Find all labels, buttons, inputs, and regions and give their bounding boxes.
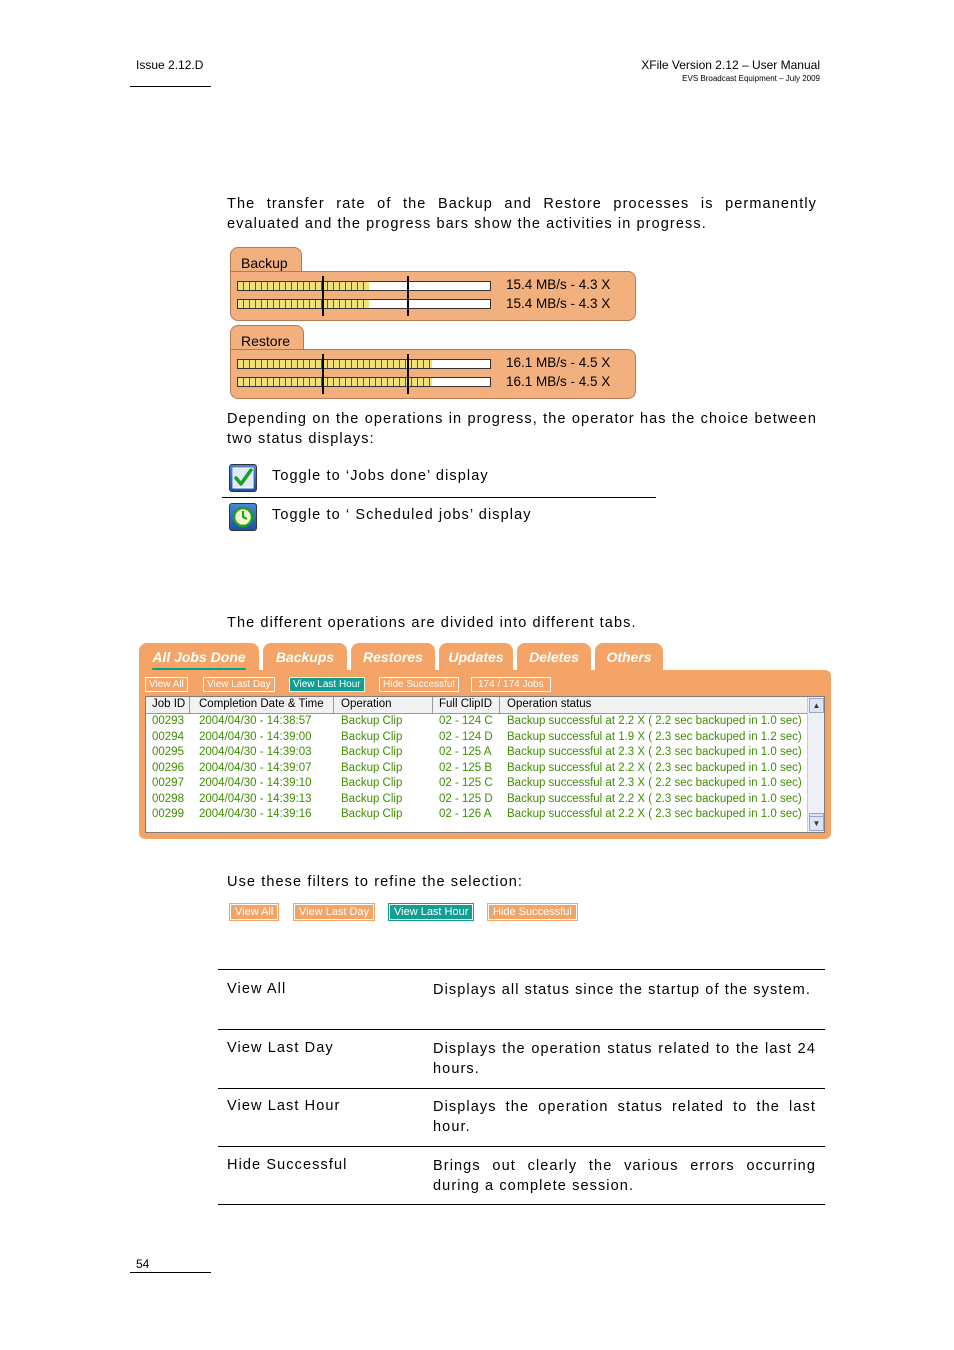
progress-marker — [322, 374, 324, 394]
jobs-table-header — [146, 697, 809, 714]
restore-progress-bar-1 — [237, 359, 491, 369]
backup-panel-body — [230, 271, 636, 321]
filters-paragraph: Use these filters to refine the selection: — [227, 874, 524, 890]
backup-rate-1: 15.4 MB/s - 4.3 X — [506, 277, 611, 292]
tab-backups[interactable]: Backups — [263, 643, 347, 673]
table-cell: Backup successful at 2.2 X ( 2.3 sec backuped in 1.0 sec) — [507, 792, 802, 805]
table-cell: Backup Clip — [341, 777, 403, 789]
footer-rule — [130, 1272, 211, 1273]
progress-marker — [322, 276, 324, 296]
progress-marker — [322, 354, 324, 374]
backup-panel — [230, 247, 636, 321]
table-cell: 02 - 124 C — [439, 715, 493, 727]
column-full-clipid[interactable]: Full ClipID — [439, 698, 493, 710]
definition-divider — [218, 1088, 825, 1089]
definition-description: Displays the operation status related to the last hour. — [433, 1099, 816, 1135]
toggle-divider — [222, 497, 656, 498]
table-cell: 2004/04/30 - 14:39:13 — [199, 792, 312, 805]
table-cell: 02 - 124 D — [439, 730, 493, 743]
restore-panel-title: Restore — [230, 325, 304, 361]
table-cell: 2004/04/30 - 14:39:00 — [199, 730, 312, 743]
table-cell: 2004/04/30 - 14:39:10 — [199, 777, 312, 789]
table-cell: 02 - 126 A — [439, 808, 492, 820]
table-row[interactable] — [146, 808, 809, 824]
table-cell: 02 - 125 D — [439, 792, 493, 805]
definition-term: View Last Hour — [227, 1098, 341, 1114]
table-cell: 00296 — [152, 761, 184, 774]
table-row[interactable] — [146, 777, 809, 793]
table-cell: 02 - 125 A — [439, 746, 492, 758]
table-row[interactable] — [146, 762, 809, 778]
toggle-jobs-done-label: Toggle to ‘Jobs done’ display — [272, 468, 489, 484]
table-cell: 00295 — [152, 746, 184, 758]
table-row[interactable] — [146, 731, 809, 747]
column-operation-status[interactable]: Operation status — [507, 698, 592, 710]
table-cell: Backup successful at 1.9 X ( 2.3 sec backuped in 1.2 sec) — [507, 730, 802, 743]
definition-description: Brings out clearly the various errors occurring during a complete session. — [433, 1158, 816, 1194]
definition-description: Displays the operation status related to the last 24 hours. — [433, 1041, 816, 1077]
clock-icon[interactable] — [229, 503, 257, 531]
restore-rate-1: 16.1 MB/s - 4.5 X — [506, 355, 611, 370]
column-operation[interactable]: Operation — [341, 698, 392, 710]
status-display-paragraph: Depending on the operations in progress, the operator has the choice between two status displays: — [227, 411, 817, 447]
scroll-down-icon[interactable]: ▼ — [809, 816, 824, 831]
filter-hide-successful-sample[interactable]: Hide Successful — [488, 904, 577, 920]
table-cell: 2004/04/30 - 14:38:57 — [199, 715, 312, 727]
table-cell: 00298 — [152, 792, 184, 805]
table-cell: Backup Clip — [341, 746, 403, 758]
filter-view-last-hour-sample[interactable]: View Last Hour — [389, 904, 473, 920]
column-completion-date[interactable]: Completion Date & Time — [199, 698, 324, 710]
table-row[interactable] — [146, 746, 809, 762]
table-cell: Backup successful at 2.2 X ( 2.3 sec backuped in 1.0 sec) — [507, 808, 802, 820]
filter-hide-successful[interactable]: Hide Successful — [379, 677, 459, 692]
table-cell: 2004/04/30 - 14:39:03 — [199, 746, 312, 758]
table-row[interactable] — [146, 715, 809, 731]
check-icon[interactable] — [229, 464, 257, 492]
table-cell: Backup Clip — [341, 761, 403, 774]
backup-progress-bar-1 — [237, 281, 491, 291]
issue-label: Issue 2.12.D — [136, 58, 204, 72]
definition-term: View All — [227, 981, 287, 997]
document-title-block — [641, 58, 820, 83]
table-cell: 2004/04/30 - 14:39:07 — [199, 761, 312, 774]
table-cell: Backup successful at 2.3 X ( 2.3 sec backuped in 1.0 sec) — [507, 746, 802, 758]
definition-divider — [218, 1029, 825, 1030]
jobs-panel-body — [139, 670, 831, 839]
scroll-up-icon[interactable]: ▲ — [809, 698, 824, 713]
table-row[interactable] — [146, 793, 809, 809]
jobs-table — [145, 696, 825, 833]
restore-rate-2: 16.1 MB/s - 4.5 X — [506, 374, 611, 389]
tabs-paragraph: The different operations are divided into different tabs. — [227, 615, 637, 631]
table-cell: 00293 — [152, 715, 184, 727]
tab-restores[interactable]: Restores — [351, 643, 435, 673]
filter-view-all[interactable]: View All — [145, 677, 188, 692]
backup-progress-bar-2 — [237, 299, 491, 309]
tab-updates[interactable]: Updates — [439, 643, 513, 673]
table-cell: 00299 — [152, 808, 184, 820]
progress-marker — [322, 296, 324, 316]
definition-description: Displays all status since the startup of the system. — [433, 982, 811, 998]
filter-view-last-day[interactable]: View Last Day — [203, 677, 275, 692]
toggle-scheduled-label: Toggle to ‘ Scheduled jobs’ display — [272, 507, 532, 523]
filter-view-last-hour[interactable]: View Last Hour — [289, 677, 365, 692]
jobs-done-panel — [139, 643, 831, 839]
tab-deletes[interactable]: Deletes — [517, 643, 591, 673]
table-cell: Backup successful at 2.2 X ( 2.2 sec backuped in 1.0 sec) — [507, 715, 802, 727]
table-cell: Backup successful at 2.3 X ( 2.2 sec backuped in 1.0 sec) — [507, 777, 802, 789]
definition-term: Hide Successful — [227, 1157, 348, 1173]
table-cell: Backup Clip — [341, 792, 403, 805]
jobs-counter: 174 / 174 Jobs — [471, 677, 551, 692]
column-job-id[interactable]: Job ID — [152, 698, 186, 710]
table-cell: 02 - 125 C — [439, 777, 493, 789]
table-cell: 2004/04/30 - 14:39:16 — [199, 808, 312, 820]
progress-marker — [407, 296, 409, 316]
scrollbar[interactable] — [807, 697, 824, 832]
table-cell: 00294 — [152, 730, 184, 743]
progress-marker — [407, 276, 409, 296]
table-cell: Backup successful at 2.2 X ( 2.3 sec backuped in 1.0 sec) — [507, 761, 802, 774]
restore-panel — [230, 325, 636, 399]
restore-progress-bar-2 — [237, 377, 491, 387]
definitions-bottom-rule — [218, 1204, 825, 1205]
document-title: XFile Version 2.12 – User Manual — [641, 58, 820, 72]
tab-others[interactable]: Others — [595, 643, 663, 673]
table-cell: Backup Clip — [341, 715, 403, 727]
filter-view-all-sample[interactable]: View All — [230, 904, 278, 920]
table-cell: 00297 — [152, 777, 184, 789]
table-cell: 02 - 125 B — [439, 761, 493, 774]
progress-marker — [407, 354, 409, 374]
definitions-top-rule — [218, 969, 825, 970]
definition-term: View Last Day — [227, 1040, 334, 1056]
table-cell: Backup Clip — [341, 730, 403, 743]
filter-view-last-day-sample[interactable]: View Last Day — [294, 904, 374, 920]
intro-paragraph: The transfer rate of the Backup and Restore processes is permanently evaluated and the progress bars show the activities in progress. — [227, 196, 817, 232]
definition-divider — [218, 1146, 825, 1147]
tab-all-jobs-done[interactable]: All Jobs Done — [139, 643, 259, 673]
progress-marker — [407, 374, 409, 394]
backup-panel-title: Backup — [230, 247, 302, 283]
page-number: 54 — [136, 1257, 150, 1271]
restore-panel-body — [230, 349, 636, 399]
table-cell: Backup Clip — [341, 808, 403, 820]
header-rule — [130, 86, 211, 87]
backup-rate-2: 15.4 MB/s - 4.3 X — [506, 296, 611, 311]
document-subtitle: EVS Broadcast Equipment – July 2009 — [682, 74, 820, 83]
